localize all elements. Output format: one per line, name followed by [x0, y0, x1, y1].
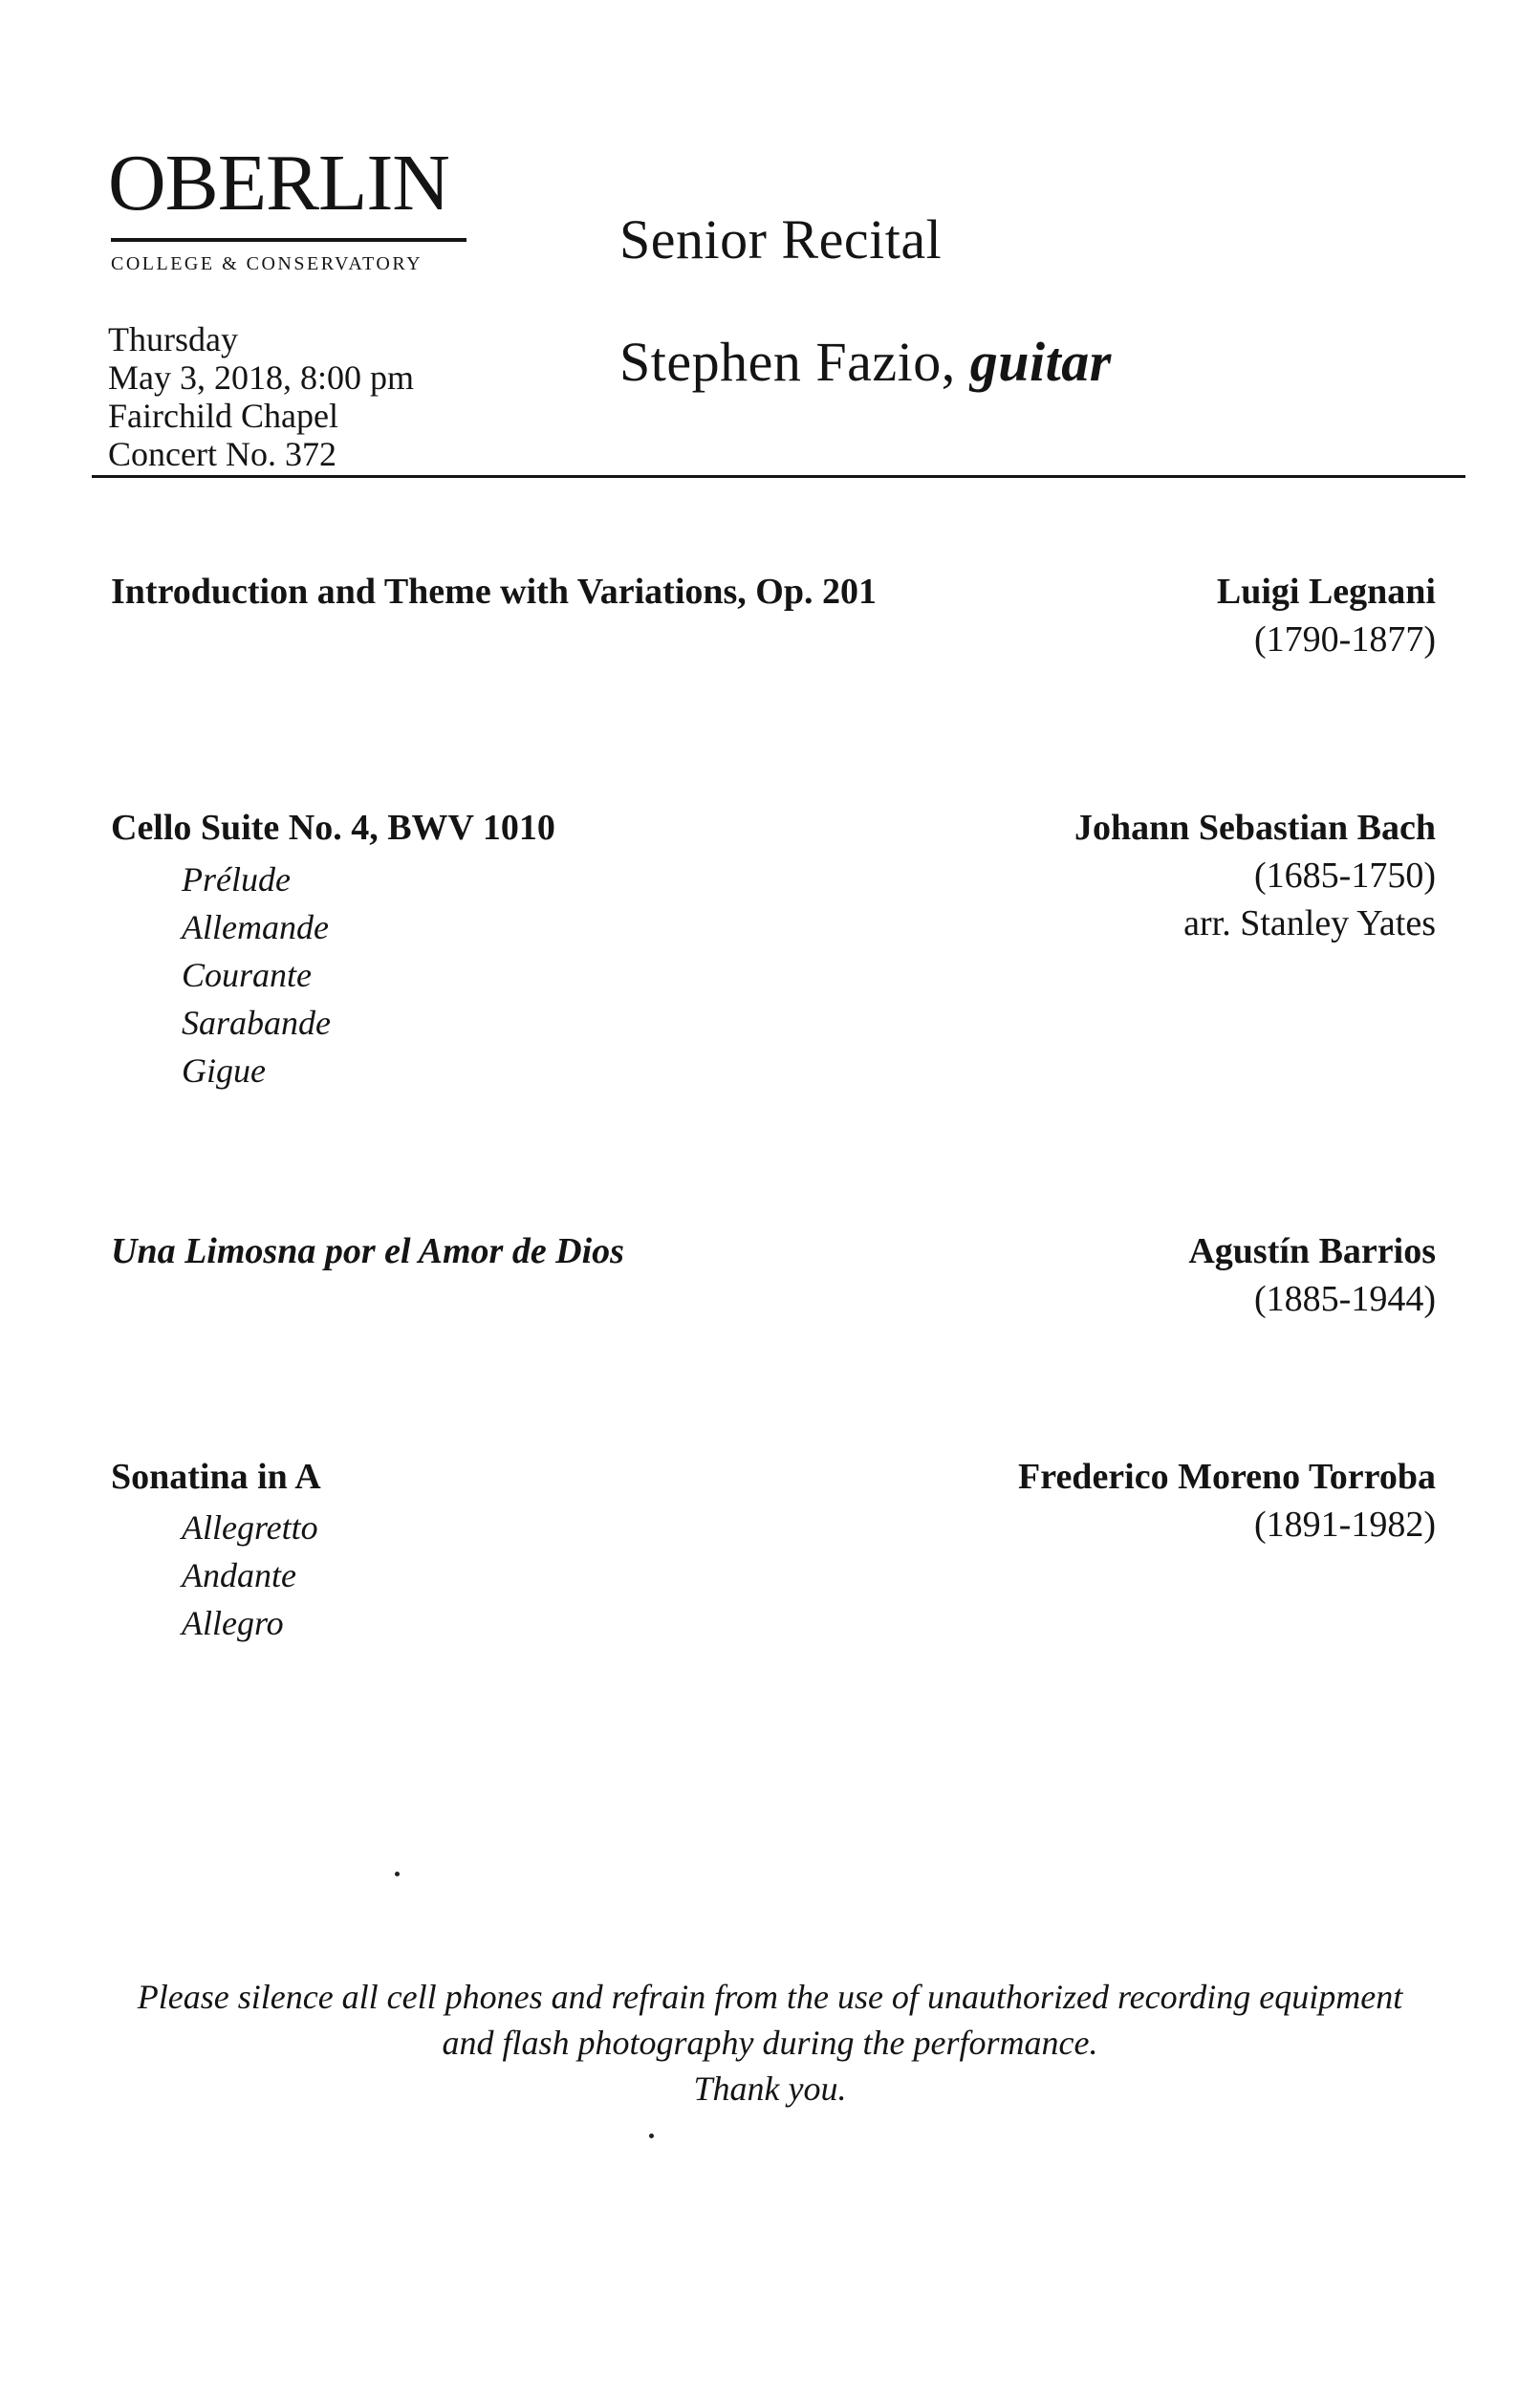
composer-name: Frederico Moreno Torroba [1018, 1457, 1436, 1497]
event-date-time: May 3, 2018, 8:00 pm [108, 358, 414, 397]
recital-title: Senior Recital [619, 208, 943, 271]
performer [619, 331, 1112, 393]
movement: Prélude [182, 860, 291, 899]
composer-block [1074, 804, 1436, 947]
event-day: Thursday [108, 320, 238, 358]
arranger: arr. Stanley Yates [1183, 903, 1436, 943]
composer-dates: (1885-1944) [1254, 1279, 1436, 1319]
notice-line: and flash photography during the performance. [442, 2024, 1098, 2062]
event-venue: Fairchild Chapel [108, 397, 338, 435]
movement: Sarabande [182, 1004, 331, 1042]
composer-dates: (1790-1877) [1254, 619, 1436, 660]
piece-title: Cello Suite No. 4, BWV 1010 [111, 808, 555, 848]
scan-speck [395, 1872, 400, 1876]
performer-name: Stephen Fazio, [619, 331, 956, 393]
piece-title: Sonatina in A [111, 1457, 321, 1497]
movement: Allemande [182, 908, 329, 946]
composer-name: Luigi Legnani [1216, 572, 1436, 612]
piece-title: Una Limosna por el Amor de Dios [111, 1231, 624, 1271]
oberlin-logo-subtitle: COLLEGE & CONSERVATORY [111, 253, 423, 274]
composer-block [1217, 568, 1436, 663]
composer-dates: (1891-1982) [1254, 1505, 1436, 1545]
composer-dates: (1685-1750) [1254, 856, 1436, 896]
notice-line: Please silence all cell phones and refrain from the use of unauthorized recording equipment [137, 1978, 1403, 2016]
movement: Gigue [182, 1051, 266, 1090]
composer-name: Agustín Barrios [1188, 1231, 1436, 1271]
header-divider [92, 475, 1465, 478]
composer-block [1018, 1453, 1436, 1549]
logo-divider [111, 238, 466, 242]
performer-instrument: guitar [969, 331, 1112, 393]
composer-name: Johann Sebastian Bach [1074, 808, 1436, 848]
movement: Andante [182, 1556, 296, 1594]
movement: Courante [182, 956, 313, 994]
scan-speck [649, 2134, 654, 2138]
movement-list [182, 856, 331, 1094]
notice-thanks: Thank you. [693, 2069, 847, 2108]
oberlin-logo-title: OBERLIN [108, 139, 449, 228]
event-info [108, 320, 414, 473]
concert-number: Concert No. 372 [108, 435, 336, 473]
etiquette-notice [0, 1974, 1540, 2112]
piece-title: Introduction and Theme with Variations, Op. 201 [111, 572, 877, 612]
movement-list [182, 1504, 318, 1647]
movement: Allegro [182, 1604, 284, 1642]
movement: Allegretto [182, 1508, 318, 1547]
composer-block [1188, 1227, 1436, 1323]
